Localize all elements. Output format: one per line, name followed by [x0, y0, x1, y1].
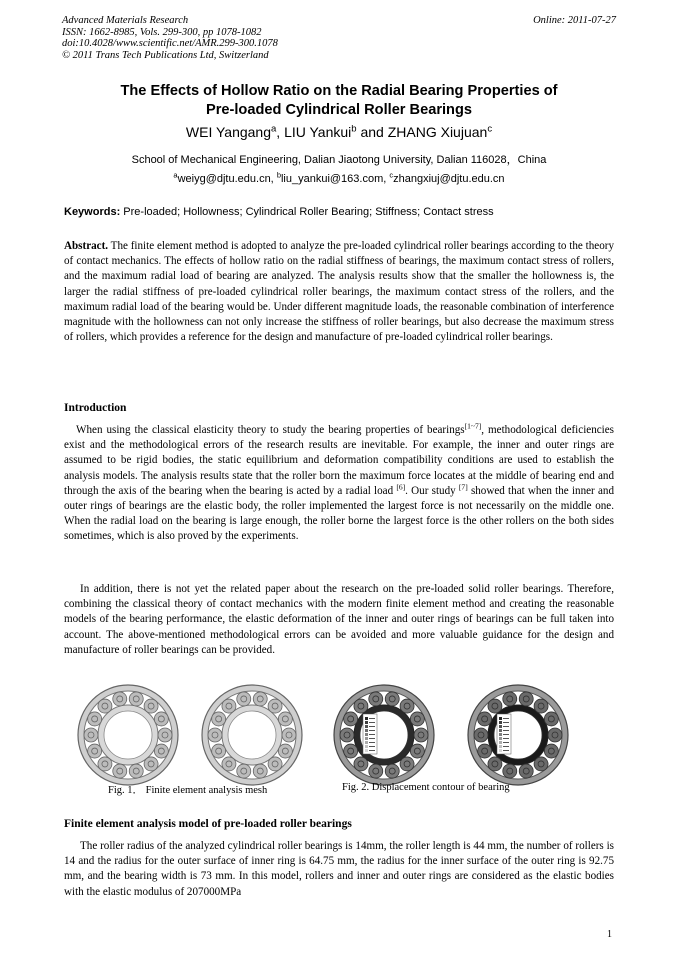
roller [548, 728, 562, 742]
roller [414, 728, 428, 742]
intro-p1-text: . Our study [405, 484, 459, 497]
roller [84, 728, 98, 742]
roller [237, 692, 251, 706]
legend-swatch [499, 725, 502, 728]
copyright-line: © 2011 Trans Tech Publications Ltd, Switzerland [62, 49, 269, 61]
roller [212, 712, 226, 726]
roller [282, 728, 296, 742]
author-2-affil: b [351, 123, 357, 135]
roller [344, 744, 358, 758]
intro-paragraph-2: In addition, there is not yet the related paper about the research on the pre-loaded solid roller bearings. Therefore, combining the classical theory of contact mechanics with the modern finite element method and creating the reasonable models of the bearing performance, the elastic deformation of the inner and outer rings of bearings can be full taken into account. The above-mentioned methodological errors can be avoided and more valuable guidance for the design and manufacture of roller bearings can be provided. [64, 583, 614, 656]
intro-p1-text: showed that when the inner and outer rings of bearings are the elastic body, the roller implemented the largest force is not necessarily on the middle one. When the radial load on the bearing is large enough, the roller borne the largest force is the other rollers on the both sides sometimes, which is also proved by the experiments. [64, 484, 614, 543]
roller [340, 728, 354, 742]
email-a-marker: a [173, 170, 178, 180]
legend-value-mark [503, 730, 509, 731]
roller [344, 712, 358, 726]
roller [488, 699, 502, 713]
journal-name: Advanced Materials Research [62, 15, 189, 26]
roller [208, 728, 222, 742]
doi-line: doi:10.4028/www.scientific.net/AMR.299-300.1078 [62, 38, 278, 50]
author-1-affil: a [271, 123, 277, 135]
roller [144, 757, 158, 771]
displacement-contour-figure-b [466, 683, 570, 787]
legend-swatch [499, 717, 502, 720]
legend-value-mark [369, 750, 375, 751]
email-c-marker: c [389, 170, 394, 180]
intro-p1-text: When using the classical elasticity theory to study the bearing properties of bearings [76, 424, 465, 436]
legend-swatch [499, 741, 502, 744]
figure-row [70, 683, 610, 783]
legend-swatch [365, 729, 368, 732]
title-line-2: Pre-loaded Cylindrical Roller Bearings [205, 102, 472, 118]
email-a: weiyg@djtu.edu.cn, [177, 173, 277, 185]
roller [534, 757, 548, 771]
roller [400, 757, 414, 771]
keywords-label: Keywords: [64, 206, 121, 218]
keywords-text: Pre-loaded; Hollowness; Cylindrical Roller Bearing; Stiffness; Contact stress [120, 206, 494, 218]
roller [158, 728, 172, 742]
introduction-heading: Introduction [64, 402, 127, 414]
fe-mesh-figure-b [200, 683, 304, 787]
intro-paragraph-1 [64, 423, 614, 545]
citation-ref: [7] [458, 482, 468, 492]
roller [129, 692, 143, 706]
legend-value-mark [369, 718, 375, 719]
roller [519, 692, 533, 706]
legend-value-mark [369, 746, 375, 747]
author-3-affil: c [487, 123, 493, 135]
abstract [64, 239, 614, 345]
page-number: 1 [607, 929, 612, 940]
citation-ref: [1~7] [464, 421, 482, 431]
legend-swatch [365, 749, 368, 752]
abstract-label: Abstract. [64, 240, 109, 252]
roller [278, 712, 292, 726]
abstract-text: The finite element method is adopted to analyze the pre-loaded cylindrical roller bearings according to the theory of contact mechanics. The effects of hollow ratio on the radial stiffness of bearings, the maximum contact stress of rollers, and the maximum radial load of bearing are analyzed. The analysis results show that the smaller the hollowness is, the larger the radial stiffness of pre-loaded cylindrical roller bearings, the maximum contact stress of the rollers, and the maximum radial load of the bearing would be. Under different magnitude loads, the reasonable combination of interference magnitude with the hollowness can not only increase the stiffness of roller bearings, but also decrease the maximum stress of rollers, which provides a reference for the design and manufacture of pre-loaded cylindrical roller bearings. [64, 240, 614, 344]
roller [410, 712, 424, 726]
roller [519, 764, 533, 778]
displacement-contour-figure-a [332, 683, 436, 787]
author-2: LIU Yankui [284, 124, 352, 140]
author-separator: and [356, 124, 388, 140]
roller [212, 744, 226, 758]
figure-2-caption: Fig. 2. Displacement contour of bearing [342, 782, 510, 793]
legend-value-mark [369, 734, 375, 735]
legend-value-mark [503, 750, 509, 751]
roller [354, 699, 368, 713]
roller [144, 699, 158, 713]
affiliation: School of Mechanical Engineering, Dalian Jiaotong University, Dalian 116028，China [131, 154, 547, 166]
legend-swatch [365, 721, 368, 724]
paper-title [0, 82, 678, 120]
legend-swatch [499, 729, 502, 732]
roller [129, 764, 143, 778]
online-date: Online: 2011-07-27 [533, 15, 616, 26]
roller [478, 712, 492, 726]
roller [385, 692, 399, 706]
author-separator: , [276, 124, 285, 140]
roller [369, 692, 383, 706]
legend-value-mark [369, 738, 375, 739]
legend-value-mark [503, 742, 509, 743]
roller [98, 757, 112, 771]
roller [400, 699, 414, 713]
author-list [0, 124, 678, 140]
roller [474, 728, 488, 742]
roller [88, 744, 102, 758]
roller [113, 692, 127, 706]
fea-paragraph: The roller radius of the analyzed cylindrical roller bearings is 14mm, the roller length is 44 mm, the number of rollers is 14 and the radius for the outer surface of inner ring is 64.75 mm, the radius for the inner surface of the outer ring is 92.75 mm, and the bearing width is 73 mm. In this model, rollers and inner and outer rings are considered as the elastic bodies with the elastic modulus of 207000MPa [64, 840, 614, 898]
legend-swatch [499, 749, 502, 752]
legend-value-mark [503, 746, 509, 747]
roller [98, 699, 112, 713]
roller [478, 744, 492, 758]
legend-swatch [365, 733, 368, 736]
author-3: ZHANG Xiujuan [387, 124, 488, 140]
roller [410, 744, 424, 758]
roller [488, 757, 502, 771]
legend-value-mark [369, 722, 375, 723]
email-b: liu_yankui@163.com, [280, 173, 390, 185]
legend-swatch [365, 745, 368, 748]
journal-header [62, 15, 278, 61]
legend-value-mark [369, 730, 375, 731]
legend-value-mark [369, 726, 375, 727]
roller [544, 744, 558, 758]
roller [385, 764, 399, 778]
email-list [0, 170, 678, 185]
legend-value-mark [503, 726, 509, 727]
roller [268, 699, 282, 713]
roller [222, 757, 236, 771]
author-1: WEI Yangang [185, 124, 271, 140]
citation-ref: [6] [396, 482, 406, 492]
roller [268, 757, 282, 771]
roller [278, 744, 292, 758]
legend-value-mark [503, 722, 509, 723]
intro-p1-text: , methodological deficiencies exist and the methodological errors of the research results are inevitable. For example, the inner and outer rings are assumed to be rigid bodies, the static equilibrium and deformation compatibility conditions are used to establish the analysis models. The analysis results state that the roller born the maximum force locates at the middle of bearing end and through the axis of the bearing when the bearing is acted by a radial load [64, 424, 614, 497]
roller [113, 764, 127, 778]
fe-mesh-figure-a [76, 683, 180, 787]
roller [544, 712, 558, 726]
legend-value-mark [369, 742, 375, 743]
roller [237, 764, 251, 778]
roller [154, 712, 168, 726]
legend-value-mark [503, 734, 509, 735]
fea-section-heading: Finite element analysis model of pre-loaded roller bearings [64, 818, 352, 830]
legend-swatch [365, 717, 368, 720]
legend-swatch [365, 741, 368, 744]
roller [222, 699, 236, 713]
roller [253, 692, 267, 706]
legend-swatch [499, 745, 502, 748]
email-c: zhangxiuj@djtu.edu.cn [393, 173, 505, 185]
email-b-marker: b [276, 170, 281, 180]
roller [503, 692, 517, 706]
legend-value-mark [503, 738, 509, 739]
title-line-1: The Effects of Hollow Ratio on the Radial Bearing Properties of [120, 83, 558, 99]
roller [354, 757, 368, 771]
roller [88, 712, 102, 726]
issn-line: ISSN: 1662-8985, Vols. 299-300, pp 1078-1082 [62, 26, 262, 38]
legend-swatch [365, 725, 368, 728]
roller [154, 744, 168, 758]
roller [503, 764, 517, 778]
roller [369, 764, 383, 778]
legend-swatch [499, 737, 502, 740]
keywords [64, 206, 616, 218]
legend-swatch [499, 721, 502, 724]
legend-value-mark [503, 718, 509, 719]
roller [253, 764, 267, 778]
legend-swatch [499, 733, 502, 736]
figure-1-caption: Fig. 1． Finite element analysis mesh [108, 785, 268, 796]
legend-swatch [365, 737, 368, 740]
roller [534, 699, 548, 713]
